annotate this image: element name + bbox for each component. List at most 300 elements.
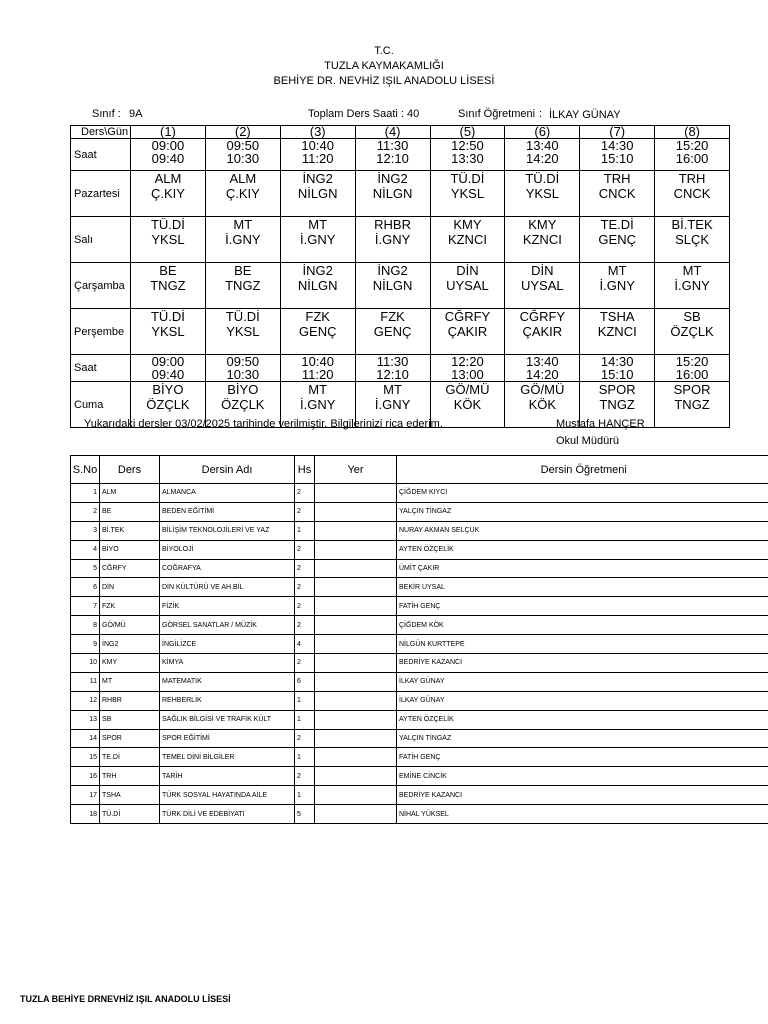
course-list-table xyxy=(70,455,768,824)
notice-text: Yukarıdaki dersler 03/02/2025 tarihinde verilmiştir. Bilgilerinizi rica ederim. xyxy=(84,418,443,430)
day-label: Çarşamba xyxy=(71,263,131,309)
teacher-name: NİHAL YÜKSEL xyxy=(397,805,768,824)
weekly-hours: 2 xyxy=(295,654,315,673)
lesson-cell xyxy=(580,263,655,309)
row-number: 15 xyxy=(71,748,100,767)
weekly-hours: 4 xyxy=(295,635,315,654)
teacher-code: KZNCI xyxy=(447,232,487,247)
classroom xyxy=(315,805,397,824)
weekly-hours: 2 xyxy=(295,484,315,503)
lesson-cell xyxy=(131,171,206,217)
end-time: 15:10 xyxy=(600,367,634,382)
course-name: ALMANCA xyxy=(160,484,295,503)
lesson-cell xyxy=(205,309,280,355)
weekly-hours: 5 xyxy=(295,805,315,824)
row-number: 9 xyxy=(71,635,100,654)
start-time: 11:30 xyxy=(376,138,409,153)
end-time: 11:20 xyxy=(301,367,334,382)
period-header: (8) xyxy=(655,126,730,139)
classroom xyxy=(315,748,397,767)
day-label: Salı xyxy=(71,217,131,263)
weekly-hours: 1 xyxy=(295,691,315,710)
col-header-name: Dersin Adı xyxy=(160,456,295,484)
lesson-cell xyxy=(280,263,355,309)
lesson-cell xyxy=(505,309,580,355)
total-hours-value: 40 xyxy=(407,108,420,120)
course-name: TÜRK SOSYAL HAYATINDA AİLE xyxy=(160,786,295,805)
lesson-cell xyxy=(505,263,580,309)
course-code: TSHA xyxy=(599,309,635,324)
course-code: KMY xyxy=(453,217,482,232)
teacher-code: TNGZ xyxy=(674,397,710,412)
teacher-code: KÖK xyxy=(453,397,482,412)
weekly-hours: 2 xyxy=(295,559,315,578)
lesson-cell xyxy=(505,217,580,263)
course-code: RHBR xyxy=(100,691,160,710)
teacher-code: KZNCI xyxy=(597,324,637,339)
time-slot-cell xyxy=(655,139,730,171)
classroom xyxy=(315,654,397,673)
teacher-code: Ç.KIY xyxy=(150,186,185,201)
teacher-code: UYSAL xyxy=(446,278,489,293)
teacher-code: İ.GNY xyxy=(225,232,261,247)
lesson-cell xyxy=(430,171,505,217)
weekly-hours: 1 xyxy=(295,710,315,729)
teacher-code: İ.GNY xyxy=(674,278,710,293)
course-name: BİYOLOJİ xyxy=(160,540,295,559)
course-code: DİN xyxy=(100,578,160,597)
course-code: GÖ/MÜ xyxy=(445,382,490,397)
course-code: CĞRFY xyxy=(519,309,566,324)
row-number: 4 xyxy=(71,540,100,559)
day-label: Perşembe xyxy=(71,309,131,355)
course-name: SPOR EĞİTİMİ xyxy=(160,729,295,748)
start-time: 10:40 xyxy=(301,138,334,153)
course-code: KMY xyxy=(528,217,557,232)
row-number: 12 xyxy=(71,691,100,710)
course-code: ALM xyxy=(229,171,257,186)
start-time: 09:50 xyxy=(226,138,260,153)
course-name: DİN KÜLTÜRÜ VE AH.BİL xyxy=(160,578,295,597)
time-slot-cell xyxy=(505,355,580,382)
course-code: CĞRFY xyxy=(444,309,491,324)
start-time: 10:40 xyxy=(301,354,334,369)
classroom xyxy=(315,710,397,729)
class-value: 9A xyxy=(129,108,143,120)
teacher-code: KZNCI xyxy=(522,232,562,247)
time-slot-cell xyxy=(205,355,280,382)
principal-title: Okul Müdürü xyxy=(556,435,619,447)
time-slot-cell xyxy=(280,139,355,171)
course-code: GÖ/MÜ xyxy=(100,616,160,635)
classroom xyxy=(315,691,397,710)
day-row xyxy=(71,217,730,263)
classroom xyxy=(315,597,397,616)
teacher-code: ÖZÇLK xyxy=(146,397,190,412)
start-time: 11:30 xyxy=(376,354,409,369)
start-time: 09:00 xyxy=(151,138,185,153)
end-time: 13:00 xyxy=(451,367,484,382)
course-code: MT xyxy=(308,382,328,397)
teacher-code: İ.GNY xyxy=(299,397,336,412)
table-row xyxy=(71,786,768,805)
course-code: TRH xyxy=(603,171,631,186)
course-name: FİZİK xyxy=(160,597,295,616)
table-row xyxy=(71,767,768,786)
end-time: 09:40 xyxy=(151,367,185,382)
teacher-code: TNGZ xyxy=(599,397,635,412)
col-header-code: Ders xyxy=(100,456,160,484)
teacher-name: AYTEN ÖZÇELİK xyxy=(397,710,768,729)
course-code: TÜ.Dİ xyxy=(150,309,185,324)
teacher-name: FATİH GENÇ xyxy=(397,748,768,767)
course-code: FZK xyxy=(100,597,160,616)
course-name: COĞRAFYA xyxy=(160,559,295,578)
teacher-code: İ.GNY xyxy=(299,232,336,247)
lesson-cell xyxy=(505,171,580,217)
period-header: (3) xyxy=(280,126,355,139)
teacher-code: ÇAKIR xyxy=(447,324,488,339)
header-district: TUZLA KAYMAKAMLIĞI xyxy=(324,60,444,72)
course-code: Bİ.TEK xyxy=(100,521,160,540)
time-slot-cell xyxy=(430,139,505,171)
day-label: Saat xyxy=(71,355,131,382)
teacher-code: YKSL xyxy=(226,324,260,339)
course-name: KİMYA xyxy=(160,654,295,673)
course-code: KMY xyxy=(100,654,160,673)
lesson-cell xyxy=(430,309,505,355)
course-code: TE.Dİ xyxy=(600,217,634,232)
course-code: BE xyxy=(159,263,177,278)
course-code: SB xyxy=(683,309,701,324)
lesson-cell xyxy=(655,382,730,428)
start-time: 14:30 xyxy=(600,354,634,369)
end-time: 14:20 xyxy=(526,151,559,166)
classroom xyxy=(315,540,397,559)
teacher-code: NİLGN xyxy=(297,278,338,293)
time-slot-row xyxy=(71,355,730,382)
teacher-code: SLÇK xyxy=(675,232,710,247)
teacher-code: İ.GNY xyxy=(599,278,635,293)
course-code: İNG2 xyxy=(377,263,408,278)
teacher-code: İ.GNY xyxy=(374,397,411,412)
class-teacher-value: İLKAY GÜNAY xyxy=(549,109,621,121)
end-time: 11:20 xyxy=(301,151,334,166)
lesson-cell xyxy=(205,171,280,217)
course-name: TARİH xyxy=(160,767,295,786)
classroom xyxy=(315,635,397,654)
weekly-hours: 1 xyxy=(295,748,315,767)
teacher-code: YKSL xyxy=(151,324,185,339)
col-header-teacher: Dersin Öğretmeni xyxy=(397,456,768,484)
period-header: (2) xyxy=(205,126,280,139)
table-row xyxy=(71,521,768,540)
day-label: Saat xyxy=(71,139,131,171)
classroom xyxy=(315,729,397,748)
classroom xyxy=(315,521,397,540)
teacher-code: UYSAL xyxy=(520,278,564,293)
course-code: TSHA xyxy=(100,786,160,805)
day-row xyxy=(71,263,730,309)
teacher-code: NİLGN xyxy=(372,278,413,293)
col-header-hours: Hs xyxy=(295,456,315,484)
time-slot-cell xyxy=(580,139,655,171)
teacher-code: NİLGN xyxy=(372,186,413,201)
course-name: GÖRSEL SANATLAR / MÜZİK xyxy=(160,616,295,635)
table-row xyxy=(71,502,768,521)
classroom xyxy=(315,502,397,521)
course-name: BEDEN EĞİTİMİ xyxy=(160,502,295,521)
table-row xyxy=(71,597,768,616)
row-number: 1 xyxy=(71,484,100,503)
time-slot-row xyxy=(71,139,730,171)
teacher-code: ÖZÇLK xyxy=(670,324,714,339)
course-code: İNG2 xyxy=(302,171,333,186)
lesson-cell xyxy=(355,263,430,309)
lesson-cell xyxy=(580,217,655,263)
time-slot-cell xyxy=(355,139,430,171)
start-time: 14:30 xyxy=(600,138,634,153)
end-time: 14:20 xyxy=(526,367,559,382)
course-code: TRH xyxy=(100,767,160,786)
table-row xyxy=(71,729,768,748)
teacher-code: ÇAKIR xyxy=(522,324,563,339)
lesson-cell xyxy=(430,263,505,309)
teacher-code: GENÇ xyxy=(598,232,636,247)
table-row xyxy=(71,805,768,824)
teacher-name: ÜMİT ÇAKIR xyxy=(397,559,768,578)
teacher-name: YALÇIN TİNGAZ xyxy=(397,729,768,748)
weekly-hours: 1 xyxy=(295,786,315,805)
start-time: 09:50 xyxy=(226,354,260,369)
course-code: Bİ.TEK xyxy=(671,217,713,232)
lesson-cell xyxy=(580,171,655,217)
row-number: 3 xyxy=(71,521,100,540)
lesson-cell xyxy=(280,217,355,263)
col-header-place: Yer xyxy=(315,456,397,484)
weekly-hours: 2 xyxy=(295,729,315,748)
col-header-sno: S.No xyxy=(71,456,100,484)
course-code: MT xyxy=(607,263,627,278)
weekly-schedule-table xyxy=(70,125,730,428)
weekly-hours: 1 xyxy=(295,521,315,540)
table-row xyxy=(71,654,768,673)
course-name: SAĞLIK BİLGİSİ VE TRAFİK KÜLT xyxy=(160,710,295,729)
row-number: 5 xyxy=(71,559,100,578)
course-code: MT xyxy=(682,263,702,278)
course-code: SB xyxy=(100,710,160,729)
teacher-name: İLKAY GÜNAY xyxy=(397,672,768,691)
lesson-cell xyxy=(280,171,355,217)
course-list-header-row xyxy=(71,456,768,484)
teacher-name: ÇİĞDEM KIYCI xyxy=(397,484,768,503)
end-time: 16:00 xyxy=(675,367,709,382)
teacher-code: İ.GNY xyxy=(374,232,411,247)
start-time: 13:40 xyxy=(526,354,559,369)
course-code: İNG2 xyxy=(100,635,160,654)
course-code: TÜ.Dİ xyxy=(225,309,260,324)
time-slot-cell xyxy=(505,139,580,171)
teacher-name: AYTEN ÖZÇELİK xyxy=(397,540,768,559)
period-header: (5) xyxy=(430,126,505,139)
classroom xyxy=(315,786,397,805)
total-hours-label: Toplam Ders Saati : xyxy=(308,108,404,120)
course-name: TEMEL DİNİ BİLGİLER xyxy=(160,748,295,767)
table-row xyxy=(71,672,768,691)
course-code: TÜ.Dİ xyxy=(450,171,485,186)
schedule-corner: Ders\Gün xyxy=(71,126,131,139)
row-number: 16 xyxy=(71,767,100,786)
weekly-hours: 2 xyxy=(295,540,315,559)
course-code: SPOR xyxy=(673,382,711,397)
course-name: TÜRK DİLİ VE EDEBİYATI xyxy=(160,805,295,824)
table-row xyxy=(71,578,768,597)
course-code: TÜ.Dİ xyxy=(150,217,185,232)
row-number: 11 xyxy=(71,672,100,691)
table-row xyxy=(71,559,768,578)
course-code: DİN xyxy=(531,263,554,278)
table-row xyxy=(71,540,768,559)
classroom xyxy=(315,672,397,691)
teacher-name: İLKAY GÜNAY xyxy=(397,691,768,710)
time-slot-cell xyxy=(430,355,505,382)
teacher-name: YALÇIN TİNGAZ xyxy=(397,502,768,521)
lesson-cell xyxy=(280,309,355,355)
lesson-cell xyxy=(655,217,730,263)
weekly-hours: 2 xyxy=(295,767,315,786)
lesson-cell xyxy=(205,217,280,263)
table-row xyxy=(71,484,768,503)
course-name: BİLİŞİM TEKNOLOJİLERİ VE YAZ xyxy=(160,521,295,540)
lesson-cell xyxy=(355,309,430,355)
day-row xyxy=(71,171,730,217)
lesson-cell xyxy=(355,217,430,263)
course-code: BİYO xyxy=(100,540,160,559)
teacher-code: Ç.KIY xyxy=(225,186,260,201)
teacher-name: EMİNE CİNCİK xyxy=(397,767,768,786)
start-time: 13:40 xyxy=(526,138,559,153)
course-code: TRH xyxy=(678,171,706,186)
end-time: 13:30 xyxy=(451,151,484,166)
time-slot-cell xyxy=(355,355,430,382)
row-number: 8 xyxy=(71,616,100,635)
day-label: Pazartesi xyxy=(71,171,131,217)
classroom xyxy=(315,767,397,786)
teacher-code: CNCK xyxy=(673,186,711,201)
course-code: İNG2 xyxy=(377,171,408,186)
course-code: SPOR xyxy=(100,729,160,748)
classroom xyxy=(315,578,397,597)
course-code: BE xyxy=(234,263,252,278)
lesson-cell xyxy=(131,263,206,309)
teacher-code: CNCK xyxy=(598,186,636,201)
class-label: Sınıf : xyxy=(92,108,121,120)
start-time: 09:00 xyxy=(151,354,185,369)
teacher-code: NİLGN xyxy=(297,186,338,201)
end-time: 12:10 xyxy=(376,367,409,382)
course-code: CĞRFY xyxy=(100,559,160,578)
course-code: ALM xyxy=(154,171,182,186)
period-header: (4) xyxy=(355,126,430,139)
teacher-name: FATİH GENÇ xyxy=(397,597,768,616)
class-teacher-colon: : xyxy=(539,108,543,120)
period-header: (6) xyxy=(505,126,580,139)
teacher-name: BEDRİYE KAZANCI xyxy=(397,654,768,673)
footer-school-name: TUZLA BEHİYE DRNEVHİZ IŞIL ANADOLU LİSESİ xyxy=(20,994,231,1004)
teacher-code: TNGZ xyxy=(150,278,186,293)
schedule-header-row xyxy=(71,126,730,139)
weekly-hours: 2 xyxy=(295,502,315,521)
teacher-name: NURAY AKMAN SELÇUK xyxy=(397,521,768,540)
time-slot-cell xyxy=(131,139,206,171)
lesson-cell xyxy=(655,171,730,217)
course-code: TE.Dİ xyxy=(100,748,160,767)
teacher-code: GENÇ xyxy=(298,324,337,339)
day-row xyxy=(71,309,730,355)
row-number: 2 xyxy=(71,502,100,521)
table-row xyxy=(71,691,768,710)
course-name: MATEMATİK xyxy=(160,672,295,691)
row-number: 14 xyxy=(71,729,100,748)
period-header: (7) xyxy=(580,126,655,139)
row-number: 7 xyxy=(71,597,100,616)
table-row xyxy=(71,748,768,767)
teacher-name: NİLGÜN KURTTEPE xyxy=(397,635,768,654)
end-time: 16:00 xyxy=(675,151,709,166)
teacher-code: TNGZ xyxy=(225,278,261,293)
row-number: 10 xyxy=(71,654,100,673)
time-slot-cell xyxy=(655,355,730,382)
course-code: RHBR xyxy=(374,217,411,232)
lesson-cell xyxy=(655,309,730,355)
course-code: MT xyxy=(100,672,160,691)
teacher-name: ÇİĞDEM KÖK xyxy=(397,616,768,635)
lesson-cell xyxy=(131,309,206,355)
table-row xyxy=(71,635,768,654)
lesson-cell xyxy=(430,217,505,263)
lesson-cell xyxy=(580,309,655,355)
course-code: TÜ.Dİ xyxy=(100,805,160,824)
time-slot-cell xyxy=(205,139,280,171)
course-code: FZK xyxy=(305,309,330,324)
end-time: 10:30 xyxy=(226,151,260,166)
start-time: 12:50 xyxy=(451,138,484,153)
start-time: 15:20 xyxy=(675,354,709,369)
row-number: 6 xyxy=(71,578,100,597)
time-slot-cell xyxy=(131,355,206,382)
row-number: 17 xyxy=(71,786,100,805)
teacher-code: YKSL xyxy=(525,186,559,201)
teacher-name: BEKİR UYSAL xyxy=(397,578,768,597)
class-teacher-label: Sınıf Öğretmeni xyxy=(458,108,536,120)
course-code: TÜ.Dİ xyxy=(525,171,560,186)
time-slot-cell xyxy=(280,355,355,382)
course-code: ALM xyxy=(100,484,160,503)
weekly-hours: 2 xyxy=(295,578,315,597)
teacher-name: BEDRİYE KAZANCI xyxy=(397,786,768,805)
teacher-code: GENÇ xyxy=(373,324,412,339)
lesson-cell xyxy=(655,263,730,309)
header-school: BEHİYE DR. NEVHİZ IŞIL ANADOLU LİSESİ xyxy=(273,75,495,87)
row-number: 18 xyxy=(71,805,100,824)
course-code: BE xyxy=(100,502,160,521)
classroom xyxy=(315,484,397,503)
classroom xyxy=(315,559,397,578)
classroom xyxy=(315,616,397,635)
period-header: (1) xyxy=(131,126,206,139)
table-row xyxy=(71,616,768,635)
course-code: MT xyxy=(233,217,253,232)
